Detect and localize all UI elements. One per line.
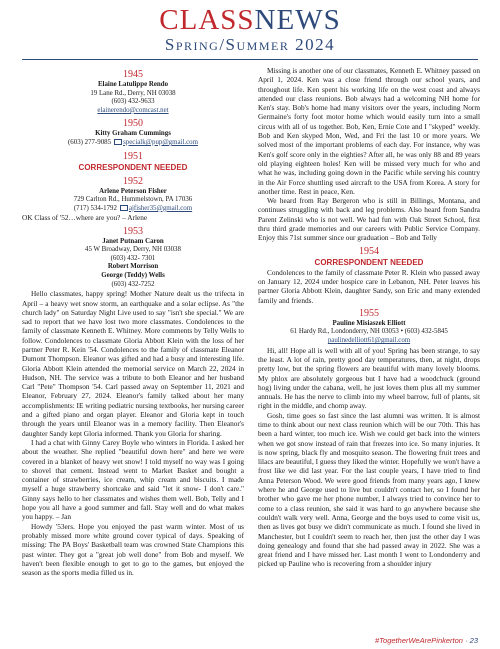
correspondent-phone: (603) 432- 7301: [110, 254, 156, 262]
correspondent-address: 729 Carlton Rd., Hummelstown, PA 17036: [73, 196, 193, 204]
correspondent-email-link[interactable]: paulinedelliott61@gmail.com: [327, 337, 411, 345]
page-footer: #TogetherWeArePinkerton · 23: [374, 636, 478, 645]
year-1954: 1954: [359, 245, 379, 257]
mail-icon: [120, 205, 128, 211]
masthead-rule: [22, 59, 478, 60]
note-1952: OK Class of '52…where are you? – Arlene: [22, 213, 148, 223]
year-1952: 1952: [123, 175, 143, 187]
paragraph: I had a chat with Ginny Carey Boyle who winters in Florida. I asked her about the weather. She replied "beautiful down here" and here we were covered in a blanket of heavy wet snow! I told myself no way was I going to shovel that cement. Instead went to Market Basket and bought a container of strawberries, ice cream, whip cream and biscuits. I made myself a huge strawberry shortcake and said "let it snow- I don't care." Ginny says hello to her classmates and wishes them well. Bob, Telly and I hope you all have a good summer and fall. Stay well and do what makes you happy. – Jan: [22, 437, 244, 522]
correspondent-email-link[interactable]: ajfisher35@gmail.com: [128, 204, 193, 212]
contact-1950: [22, 130, 244, 147]
page-subtitle: Spring/Summer 2024: [164, 35, 336, 54]
paragraph: Hi, all! Hope all is well with all of you! Spring has been strange, to say the least. A lot of rain, pretty good day temperatures, then, at night, drops pretty low, but the spring flowers are beautiful with many lovely blooms. My phlox are absolutely gorgeous but I have had a woodchuck (ground hog) living under the cabana, well, he just loves them plus all my summer annuals. He has the nerve to climb into my wheel barrow, full of plants, sit right in the middle, and chomp away.: [258, 345, 480, 411]
correspondent-email-link[interactable]: specialk@pup@gmail.com: [123, 138, 198, 146]
contact-1953: [22, 238, 244, 290]
correspondent-needed-1954: CORRESPONDENT NEEDED: [314, 257, 424, 267]
paragraph: Condolences to the family of classmate Peter R. Klein who passed away on January 12, 2024 under hospice care in Lebanon, NH. Peter leaves his partner Gloria Abbott Klein, daughter Sandy, son Eric and many extended family and friends.: [258, 267, 480, 305]
correspondent-phone: (603) 432-7252: [111, 280, 155, 288]
correspondent-address: 61 Hardy Rd., Londonderry, NH 03053 • (603) 432-5845: [290, 328, 448, 336]
year-1945: 1945: [123, 69, 143, 80]
contact-1945: [22, 81, 244, 115]
correspondent-name: Arlene Peterson Fisher: [99, 187, 167, 195]
correspondent-name: Kitty Graham Cummings: [95, 130, 171, 138]
correspondent-needed-1951: CORRESPONDENT NEEDED: [78, 162, 188, 172]
correspondent-name: Robert Morrison: [107, 263, 159, 271]
paragraph: Hello classmates, happy spring! Mother Nature dealt us the trifecta in April – a heavy wet snow storm, an earthquake and a solar eclipse. As "the church lady" on Saturday Night Live used to say "isn't she special." We are sad to report that we have lost two more classmates. Condolences to the family of classmate Kenneth E. Whitney. More comments by Telly Wells to follow. Condolences to classmate Gloria Abbott Klein with the loss of her partner Peter R. Kein '54. Condolences to the family of classmate Eleanor Dumont Thompson. Eleanor was gifted and had a busy and interesting life. Gloria Abbott Klein attended the memorial service on March 22, 2024 in Hudson, NH. The service was a tribute to both Eleanor and her husband Carl "Pete" Thompson '54. Carl passed away on September 11, 2021 and Eleanor, February 27, 2024. Eleanor's family talked about her many accomplishments: IE writing pediatric nursing textbooks, her nursing career and a gifted piano and organ player. Eleanor and Gloria kept in touch through the years until Eleanor was in a memory facility. Then Eleanor's daughter Sandy kept Gloria informed. Thank you Gloria for sharing.: [22, 289, 244, 438]
year-1953: 1953: [123, 225, 143, 237]
paragraph: Gosh, time goes so fast since the last alumni was written. It is almost time to think about our next class reunion which will be our 70th. This has been a hard winter, too much ice. Wish we could get back into the winters when we got snow instead of rain that freezes into ice. So many injuries. It is now spring, black fly and mosquito season. The flowering fruit trees and lilacs are beautiful, I guess they liked the winter. Hopefully we won't have a frost like we did last year. For the last couple years, I have tried to find Anna Peterson Wood. We were good friends from many years ago, I knew where he and George used to live but couldn't contact her, so I found her brother who gave me her phone number, I always tried to convince her to come to a class reunion, she said it was hard to go anywhere because she couldn't walk very well. Anna, George and the boys used to come visit us, then as lives got busy we didn't communicate as much. I found she lived in Manchester, but I couldn't seem to reach her, then just the other day I was doing genealogy and found that she had passed away in 2022. She was a great friend and I have missed her. Last month I went to Londonderry and picked up Pauline who is recovering from a shoulder injury: [258, 410, 480, 569]
correspondent-email-link[interactable]: elainerendo@comcast.net: [97, 106, 169, 114]
correspondent-name: George (Teddy) Wells: [101, 272, 165, 280]
correspondent-phone: (603) 432-9633: [111, 98, 155, 106]
title-class: CLASS: [159, 4, 255, 36]
paragraph: Howdy '53ers. Hope you enjoyed the past warm winter. Most of us probably missed more white ground cover typical of days. Speaking of missing: The PA Boys' Basketball team was crowned State Champions this past winter. They got a "great job well done" from Bob and myself. We haven't been flexible enough to get to go to the games, but enjoyed the season as the sports media filled us in.: [22, 521, 244, 578]
page-title: [0, 4, 500, 36]
correspondent-phone: (717) 534-1792: [73, 204, 117, 212]
correspondent-name: Janet Putnam Caron: [102, 237, 164, 245]
paragraph: We heard from Ray Bergeron who is still in Billings, Montana, and continues struggling with back and leg problems. Also heard from Sandra Parent Zelinski who is not well. We had fun with Oak Street School, first thru third grade memories and our careers with Public Service Company. Enjoy this 71st summer since our graduation – Bob and Telly: [258, 196, 480, 243]
masthead: [0, 4, 500, 54]
mail-icon: [114, 139, 122, 145]
correspondent-address: 45 W Broadway, Derry, NH 03038: [85, 246, 181, 254]
right-column: [258, 66, 480, 569]
page-number: 23: [469, 636, 478, 645]
year-1955: 1955: [359, 307, 379, 319]
correspondent-name: Elaine Latulippe Rendo: [97, 81, 169, 88]
correspondent-address: 19 Lane Rd., Derry, NH 03038: [90, 89, 176, 97]
year-1950: 1950: [123, 118, 143, 130]
contact-1955: [258, 320, 480, 346]
correspondent-phone: (603) 277-9085: [68, 138, 112, 146]
year-1951: 1951: [123, 150, 143, 162]
contact-1952: [22, 188, 244, 214]
title-news: NEWS: [254, 4, 341, 36]
footer-hashtag: #TogetherWeArePinkerton: [374, 636, 463, 645]
left-column: [22, 66, 244, 577]
paragraph: Missing is another one of our classmates, Kenneth E. Whitney passed on April 1, 2024. Ken was a close friend through our school years, and throughout life. Ken spent his working life on the west coast and always attended our class reunions. Bob always had a welcoming NH home for Ken's stay. Bob's home had many visitors over the years, including Norm Germaine's forty foot motor home which would easily turn into a small circus with all of us together. Bob, Ken, Ernie Cote and I "skyped" weekly. Bob and Ken skyped Mon, Wed, and Fri the last 10 or more years. We solved most of the important problems of each day. For instance, why was Ken's golf score only in the eighties? After all, he was only 88 and 89 years old playing eighteen holes! Ken will be missed very much for who and what he was, including going down in the Pacific while serving his country in the Air Force shuttling used aircraft to the USA from Korea. A story for another time. Rest in peace, Ken.: [258, 66, 480, 196]
correspondent-name: Pauline Misiaszek Elliott: [332, 319, 406, 327]
